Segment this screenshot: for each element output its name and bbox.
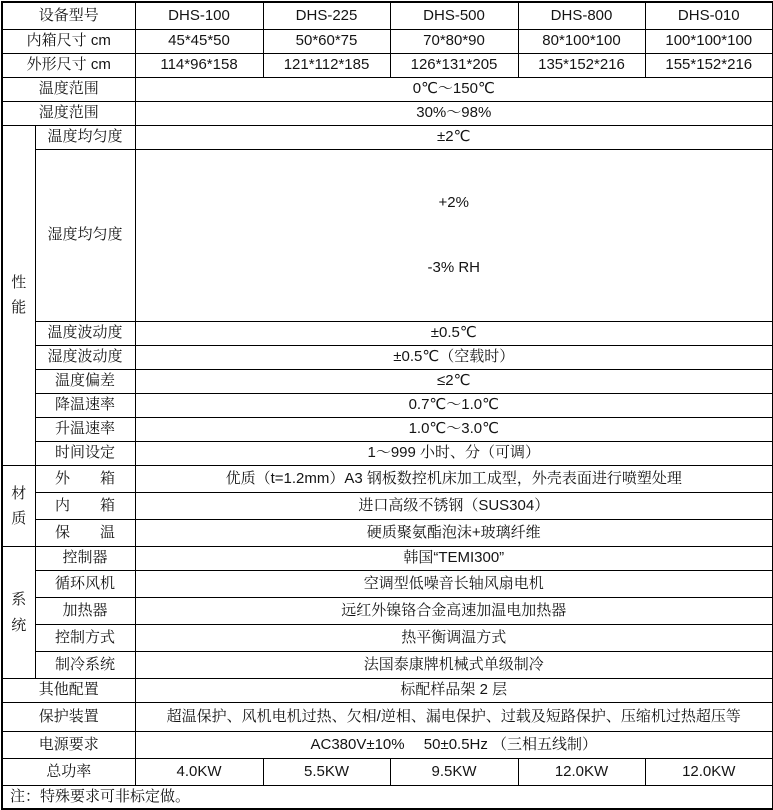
heater-value: 远红外镍铬合金高速加温电加热器 xyxy=(135,598,773,625)
heating-rate-value: 1.0℃～3.0℃ xyxy=(135,418,773,442)
row-label-temp-uniformity: 温度均匀度 xyxy=(35,125,135,149)
humidity-uniformity-line2: -3% RH xyxy=(427,258,481,276)
cooling-rate-value: 0.7℃～1.0℃ xyxy=(135,394,773,418)
inner-size-value: 100*100*100 xyxy=(645,29,773,53)
table-row-inner-size xyxy=(2,29,773,53)
table-row-temp-deviation xyxy=(2,370,773,394)
row-label-insulation: 保 温 xyxy=(35,520,135,547)
group-label-material-text: 材质 xyxy=(11,484,27,527)
humidity-fluctuation-value: ±0.5℃（空载时） xyxy=(135,346,773,370)
temp-range-value: 0℃～150℃ xyxy=(135,77,773,101)
row-label-temp-deviation: 温度偏差 xyxy=(35,370,135,394)
model-value: DHS-225 xyxy=(263,2,390,29)
table-row-humidity-range xyxy=(2,101,773,125)
row-label-inner-size: 内箱尺寸 cm xyxy=(2,29,135,53)
row-label-humidity-fluctuation: 湿度波动度 xyxy=(35,346,135,370)
row-label-total-power: 总功率 xyxy=(2,759,135,786)
row-label-circulation-fan: 循环风机 xyxy=(35,571,135,598)
row-label-outer-size: 外形尺寸 cm xyxy=(2,53,135,77)
table-row-time-setting xyxy=(2,442,773,466)
table-row-protection xyxy=(2,703,773,732)
row-label-refrigeration: 制冷系统 xyxy=(35,652,135,679)
table-row-cooling-rate xyxy=(2,394,773,418)
model-value: DHS-100 xyxy=(135,2,263,29)
table-row-model xyxy=(2,2,773,29)
table-row-temp-range xyxy=(2,77,773,101)
row-label-protection: 保护装置 xyxy=(2,703,135,732)
group-label-system-text: 系统 xyxy=(11,591,27,634)
outer-size-value: 135*152*216 xyxy=(518,53,645,77)
other-config-value: 标配样品架 2 层 xyxy=(135,679,773,703)
table-row-temp-uniformity xyxy=(2,125,773,149)
temp-uniformity-value: ±2℃ xyxy=(135,125,773,149)
outer-size-value: 155*152*216 xyxy=(645,53,773,77)
controller-value: 韩国“TEMI300” xyxy=(135,547,773,571)
circulation-fan-value: 空调型低噪音长轴风扇电机 xyxy=(135,571,773,598)
table-row-circulation-fan xyxy=(2,571,773,598)
row-label-outer-box: 外 箱 xyxy=(35,466,135,493)
outer-size-value: 114*96*158 xyxy=(135,53,263,77)
table-row-humidity-uniformity xyxy=(2,149,773,322)
row-label-inner-box: 内 箱 xyxy=(35,493,135,520)
model-value: DHS-010 xyxy=(645,2,773,29)
refrigeration-value: 法国泰康牌机械式单级制冷 xyxy=(135,652,773,679)
outer-size-value: 126*131*205 xyxy=(390,53,518,77)
power-requirement-value: AC380V±10% 50±0.5Hz （三相五线制） xyxy=(135,732,773,759)
temp-fluctuation-value: ±0.5℃ xyxy=(135,322,773,346)
group-label-performance-text: 性能 xyxy=(11,273,27,317)
group-label-performance xyxy=(2,125,35,466)
row-label-temp-fluctuation: 温度波动度 xyxy=(35,322,135,346)
table-row-control-method xyxy=(2,625,773,652)
row-label-humidity-uniformity: 湿度均匀度 xyxy=(35,149,135,322)
row-label-other-config: 其他配置 xyxy=(2,679,135,703)
table-row-inner-box-material xyxy=(2,493,773,520)
row-label-temp-range: 温度范围 xyxy=(2,77,135,101)
total-power-value: 4.0KW xyxy=(135,759,263,786)
total-power-value: 5.5KW xyxy=(263,759,390,786)
row-label-controller: 控制器 xyxy=(35,547,135,571)
inner-size-value: 45*45*50 xyxy=(135,29,263,53)
row-label-time-setting: 时间设定 xyxy=(35,442,135,466)
insulation-material-value: 硬质聚氨酯泡沫+玻璃纤维 xyxy=(135,520,773,547)
model-value: DHS-500 xyxy=(390,2,518,29)
row-label-control-method: 控制方式 xyxy=(35,625,135,652)
humidity-range-value: 30%～98% xyxy=(135,101,773,125)
row-label-cooling-rate: 降温速率 xyxy=(35,394,135,418)
group-label-material xyxy=(2,466,35,547)
group-label-system xyxy=(2,547,35,679)
inner-size-value: 70*80*90 xyxy=(390,29,518,53)
table-row-heater xyxy=(2,598,773,625)
table-row-refrigeration-system xyxy=(2,652,773,679)
row-label-humidity-range: 湿度范围 xyxy=(2,101,135,125)
total-power-value: 12.0KW xyxy=(518,759,645,786)
model-value: DHS-800 xyxy=(518,2,645,29)
table-row-controller xyxy=(2,547,773,571)
row-label-power-requirement: 电源要求 xyxy=(2,732,135,759)
inner-size-value: 80*100*100 xyxy=(518,29,645,53)
protection-value: 超温保护、风机电机过热、欠相/逆相、漏电保护、过载及短路保护、压缩机过热超压等 xyxy=(135,703,773,732)
table-row-note xyxy=(2,786,773,810)
humidity-uniformity-line1: +2% xyxy=(438,194,469,211)
note-text: 注：特殊要求可非标定做。 xyxy=(2,786,773,810)
outer-box-material-value: 优质（t=1.2mm）A3 钢板数控机床加工成型，外壳表面进行喷塑处理 xyxy=(135,466,773,493)
table-row-outer-size xyxy=(2,53,773,77)
table-row-humidity-fluctuation xyxy=(2,346,773,370)
outer-size-value: 121*112*185 xyxy=(263,53,390,77)
total-power-value: 12.0KW xyxy=(645,759,773,786)
time-setting-value: 1～999 小时、分（可调） xyxy=(135,442,773,466)
table-row-power-requirement xyxy=(2,732,773,759)
table-row-insulation-material xyxy=(2,520,773,547)
control-method-value: 热平衡调温方式 xyxy=(135,625,773,652)
total-power-value: 9.5KW xyxy=(390,759,518,786)
inner-box-material-value: 进口高级不锈钢（SUS304） xyxy=(135,493,773,520)
table-row-heating-rate xyxy=(2,418,773,442)
table-row-total-power xyxy=(2,759,773,786)
row-label-heating-rate: 升温速率 xyxy=(35,418,135,442)
inner-size-value: 50*60*75 xyxy=(263,29,390,53)
row-label-heater: 加热器 xyxy=(35,598,135,625)
table-row-temp-fluctuation xyxy=(2,322,773,346)
temp-deviation-value: ≤2℃ xyxy=(135,370,773,394)
spec-table xyxy=(1,1,773,810)
table-row-other-config xyxy=(2,679,773,703)
table-row-outer-box-material xyxy=(2,466,773,493)
row-label-model: 设备型号 xyxy=(2,2,135,29)
humidity-uniformity-value xyxy=(135,149,773,322)
